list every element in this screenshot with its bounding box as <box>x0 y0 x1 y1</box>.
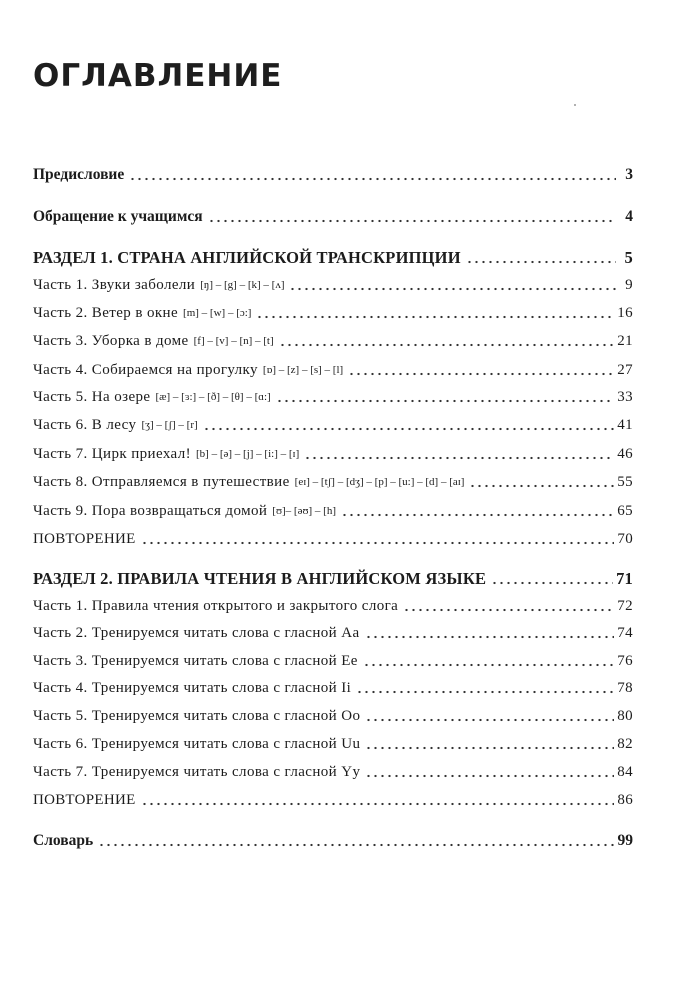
dot-leader <box>276 389 614 403</box>
toc-entry-s1p6 <box>33 410 633 434</box>
dot-leader <box>348 362 614 376</box>
toc-entry-s2p7 <box>33 757 633 781</box>
toc-entry-page: 84 <box>617 764 633 780</box>
toc-entry-page: 21 <box>617 333 633 349</box>
toc-entry-preface <box>33 160 633 184</box>
dot-leader <box>289 277 616 291</box>
toc-entry-label: Часть 4. Собираемся на прогулку <box>33 362 258 378</box>
toc-entry-transcription: [ʊ]– [əʊ] – [h] <box>272 505 336 517</box>
toc-entry-s1p2 <box>33 298 633 322</box>
toc-entry-label: Часть 1. Правила чтения открытого и закрытого слога <box>33 598 399 614</box>
toc-entry-page: 46 <box>617 446 633 462</box>
toc-entry-label: Часть 3. Тренируемся читать слова с гласной Ee <box>33 653 358 669</box>
dot-leader <box>365 625 615 639</box>
dot-leader <box>208 209 616 223</box>
toc-entry-s1p7 <box>33 439 633 463</box>
dot-leader <box>469 474 614 488</box>
toc-entry-label: Часть 4. Тренируемся читать слова с гласной Ii <box>33 680 352 696</box>
toc-entry-page: 70 <box>617 531 633 547</box>
toc-entry-page: 74 <box>617 625 633 641</box>
dot-leader <box>304 446 614 460</box>
toc-entry-s2p4 <box>33 673 633 697</box>
toc-entry-transcription: [m] – [w] – [ɔ:] <box>183 307 252 319</box>
toc-entry-page: 4 <box>625 208 633 225</box>
toc-entry-transcription: [ɒ] – [z] – [s] – [l] <box>262 364 344 376</box>
dot-leader <box>203 417 615 431</box>
toc-entry-transcription: [f] – [v] – [n] – [t] <box>193 335 274 347</box>
toc-entry-transcription: [ʒ] – [ʃ] – [r] <box>141 419 198 431</box>
toc-entry-label: Часть 1. Звуки заболели <box>33 277 196 293</box>
dot-leader <box>491 571 613 585</box>
dot-leader <box>279 333 615 347</box>
toc-entry-s2p3 <box>33 646 633 670</box>
toc-entry-page: 27 <box>617 362 633 378</box>
toc-entry-label: ПОВТОРЕНИЕ <box>33 531 136 547</box>
page-speck <box>574 104 576 106</box>
dot-leader <box>341 503 614 517</box>
dot-leader <box>98 833 614 847</box>
toc-entry-label: РАЗДЕЛ 1. СТРАНА АНГЛИЙСКОЙ ТРАНСКРИПЦИИ <box>33 248 461 267</box>
dot-leader <box>365 708 614 722</box>
toc-entry-s1p3 <box>33 326 633 350</box>
dot-leader <box>363 653 614 667</box>
toc-entry-page: 65 <box>617 503 633 519</box>
toc-entry-label: Часть 5. Тренируемся читать слова с гласной Oo <box>33 708 361 724</box>
toc-entry-s2p2 <box>33 618 633 642</box>
page-title: ОГЛАВЛЕНИЕ <box>33 58 283 94</box>
toc-entry-page: 99 <box>617 832 633 849</box>
toc-entry-label: Часть 2. Тренируемся читать слова с гласной Aa <box>33 625 360 641</box>
dot-leader <box>356 680 614 694</box>
toc-entry-page: 3 <box>625 166 633 183</box>
toc-entry-label: Часть 6. Тренируемся читать слова с гласной Uu <box>33 736 361 752</box>
toc-entry-page: 5 <box>624 248 633 267</box>
toc-entry-page: 82 <box>617 736 633 752</box>
dot-leader <box>141 531 615 545</box>
toc-entry-address <box>33 202 633 226</box>
toc-entry-label: Часть 7. Тренируемся читать слова с гласной Yy <box>33 764 361 780</box>
toc-entry-s2p5 <box>33 701 633 725</box>
toc-entry-page: 33 <box>617 389 633 405</box>
toc-entry-label: Часть 5. На озере <box>33 389 151 405</box>
toc-entry-label: Часть 7. Цирк приехал! <box>33 446 191 462</box>
toc-entry-page: 9 <box>625 277 633 293</box>
dot-leader <box>141 792 615 806</box>
toc-entry-s1rev <box>33 524 633 548</box>
toc-entry-page: 80 <box>617 708 633 724</box>
toc-entry-s2p1 <box>33 591 633 615</box>
toc-entry-s1p9 <box>33 496 633 520</box>
toc-entry-label: Часть 9. Пора возвращаться домой <box>33 503 268 519</box>
toc-entry-s1p5 <box>33 382 633 406</box>
dot-leader <box>129 167 616 181</box>
toc-entry-label: Часть 3. Уборка в доме <box>33 333 189 349</box>
toc-entry-page: 78 <box>617 680 633 696</box>
toc-entry-transcription: [eɪ] – [tʃ] – [dʒ] – [p] – [u:] – [d] – [aɪ] <box>294 476 465 488</box>
toc-entry-dict <box>33 826 633 850</box>
toc-entry-transcription: [b] – [ə] – [j] – [i:] – [ɪ] <box>196 448 300 460</box>
toc-entry-transcription: [ŋ] – [g] – [k] – [ʌ] <box>200 279 285 291</box>
toc-entry-transcription: [æ] – [ɜ:] – [ð] – [θ] – [ɑ:] <box>155 391 271 403</box>
toc-entry-s1p1 <box>33 270 633 294</box>
toc-entry-s2rev <box>33 785 633 809</box>
toc-entry-page: 86 <box>617 792 633 808</box>
toc-entry-label: Предисловие <box>33 166 125 183</box>
dot-leader <box>365 764 614 778</box>
toc-entry-page: 72 <box>617 598 633 614</box>
toc-entry-page: 71 <box>616 569 633 588</box>
dot-leader <box>403 598 614 612</box>
toc-entry-page: 76 <box>617 653 633 669</box>
toc-entry-label: Словарь <box>33 832 94 849</box>
dot-leader <box>256 305 614 319</box>
toc-entry-s2 <box>33 564 633 588</box>
toc-entry-s2p6 <box>33 729 633 753</box>
toc-entry-page: 55 <box>617 474 633 490</box>
toc-entry-s1p4 <box>33 355 633 379</box>
toc-entry-label: ПОВТОРЕНИЕ <box>33 792 136 808</box>
toc-entry-label: Часть 8. Отправляемся в путешествие <box>33 474 290 490</box>
dot-leader <box>365 736 614 750</box>
toc-entry-label: Часть 2. Ветер в окне <box>33 305 179 321</box>
toc-entry-page: 16 <box>617 305 633 321</box>
dot-leader <box>466 250 616 264</box>
toc-entry-label: Обращение к учащимся <box>33 208 203 225</box>
toc-entry-s1p8 <box>33 467 633 491</box>
toc-entry-page: 41 <box>617 417 633 433</box>
toc-entry-s1 <box>33 243 633 267</box>
toc-entry-label: Часть 6. В лесу <box>33 417 137 433</box>
toc-entry-label: РАЗДЕЛ 2. ПРАВИЛА ЧТЕНИЯ В АНГЛИЙСКОМ ЯЗЫКЕ <box>33 569 487 588</box>
